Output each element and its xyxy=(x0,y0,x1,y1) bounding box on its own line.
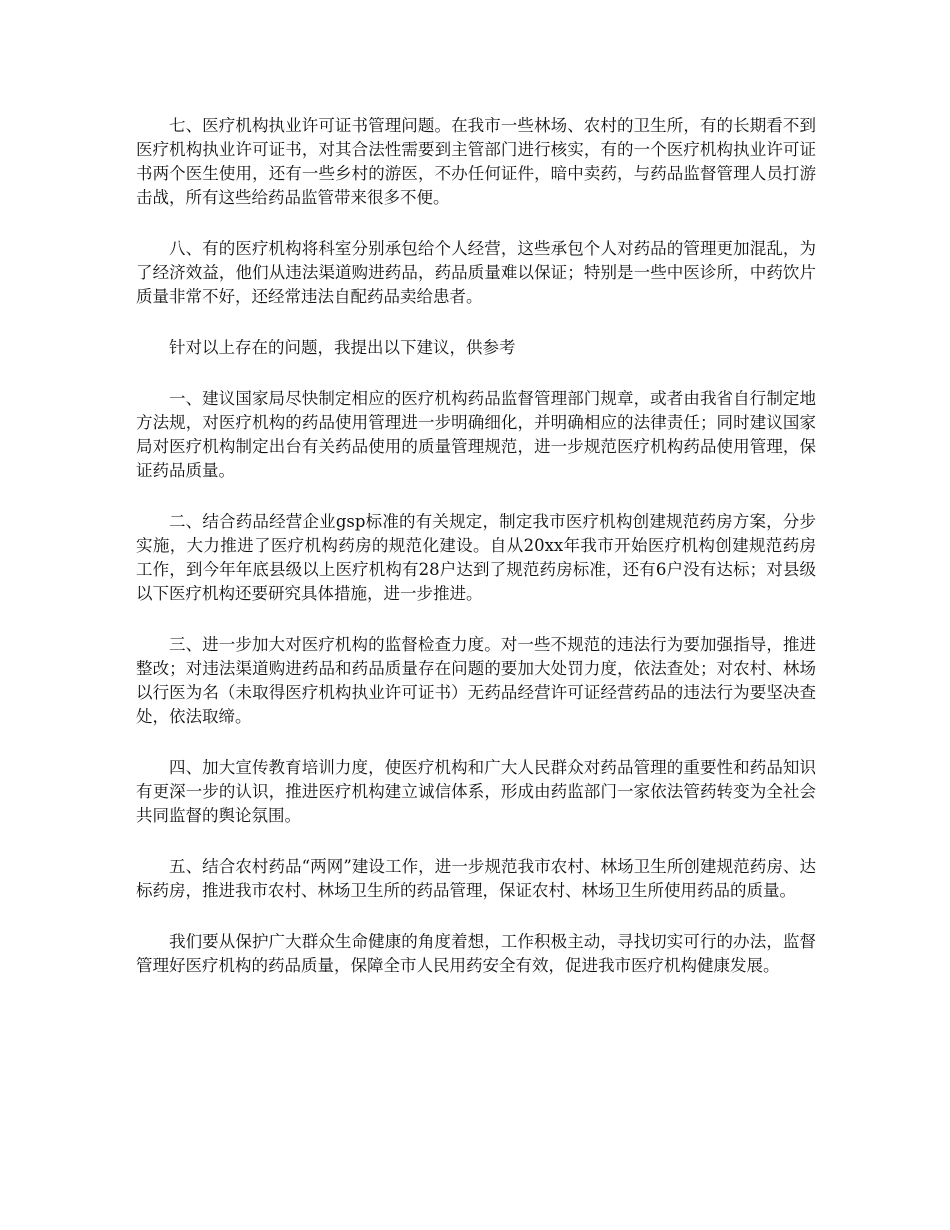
paragraph-conclusion: 我们要从保护广大群众生命健康的角度着想，工作积极主动，寻找切实可行的办法，监督管理好医疗机构的药品质量，保障全市人民用药安全有效，促进我市医疗机构健康发展。 xyxy=(136,932,816,975)
paragraph-suggestions-intro: 针对以上存在的问题，我提出以下建议，供参考 xyxy=(169,338,516,357)
paragraph-suggestion-two: 二、结合药品经营企业gsp标准的有关规定，制定我市医疗机构创建规范药房方案，分步实施，大力推进了医疗机构药房的规范化建设。自从20xx年我市开始医疗机构创建规范药房工作，到今年年底县级以上医疗机构有28户达到了规范药房标准，还有6户没有达标；对县级以下医疗机构还要研究具体措施，进一步推进。 xyxy=(136,512,816,603)
paragraph-suggestion-four: 四、加大宣传教育培训力度，使医疗机构和广大人民群众对药品管理的重要性和药品知识有更深一步的认识，推进医疗机构建立诚信体系，形成由药监部门一家依法管药转变为全社会共同监督的舆论氛围。 xyxy=(136,758,816,825)
paragraph-seven-license-issue: 七、医疗机构执业许可证书管理问题。在我市一些林场、农村的卫生所，有的长期看不到医疗机构执业许可证书，对其合法性需要到主管部门进行核实，有的一个医疗机构执业许可证书两个医生使用，还有一些乡村的游医，不办任何证件，暗中卖药，与药品监督管理人员打游击战，所有这些给药品监管带来很多不便。 xyxy=(136,116,816,207)
paragraph-suggestion-three: 三、进一步加大对医疗机构的监督检查力度。对一些不规范的违法行为要加强指导，推进整改；对违法渠道购进药品和药品质量存在问题的要加大处罚力度，依法查处；对农村、林场以行医为名（未取得医疗机构执业许可证书）无药品经营许可证经营药品的违法行为要坚决查处，依法取缔。 xyxy=(136,635,816,726)
paragraph-suggestion-one: 一、建议国家局尽快制定相应的医疗机构药品监督管理部门规章，或者由我省自行制定地方法规，对医疗机构的药品使用管理进一步明确细化，并明确相应的法律责任；同时建议国家局对医疗机构制定出台有关药品使用的质量管理规范，进一步规范医疗机构药品使用管理，保证药品质量。 xyxy=(136,389,816,480)
paragraph-suggestion-five: 五、结合农村药品“两网”建设工作，进一步规范我市农村、林场卫生所创建规范药房、达标药房，推进我市农村、林场卫生所的药品管理，保证农村、林场卫生所使用药品的质量。 xyxy=(136,857,816,900)
document-body xyxy=(136,114,816,1005)
paragraph-eight-contracting-issue: 八、有的医疗机构将科室分别承包给个人经营，这些承包个人对药品的管理更加混乱，为了经济效益，他们从违法渠道购进药品，药品质量难以保证；特别是一些中医诊所，中药饮片质量非常不好，还经常违法自配药品卖给患者。 xyxy=(136,239,816,306)
